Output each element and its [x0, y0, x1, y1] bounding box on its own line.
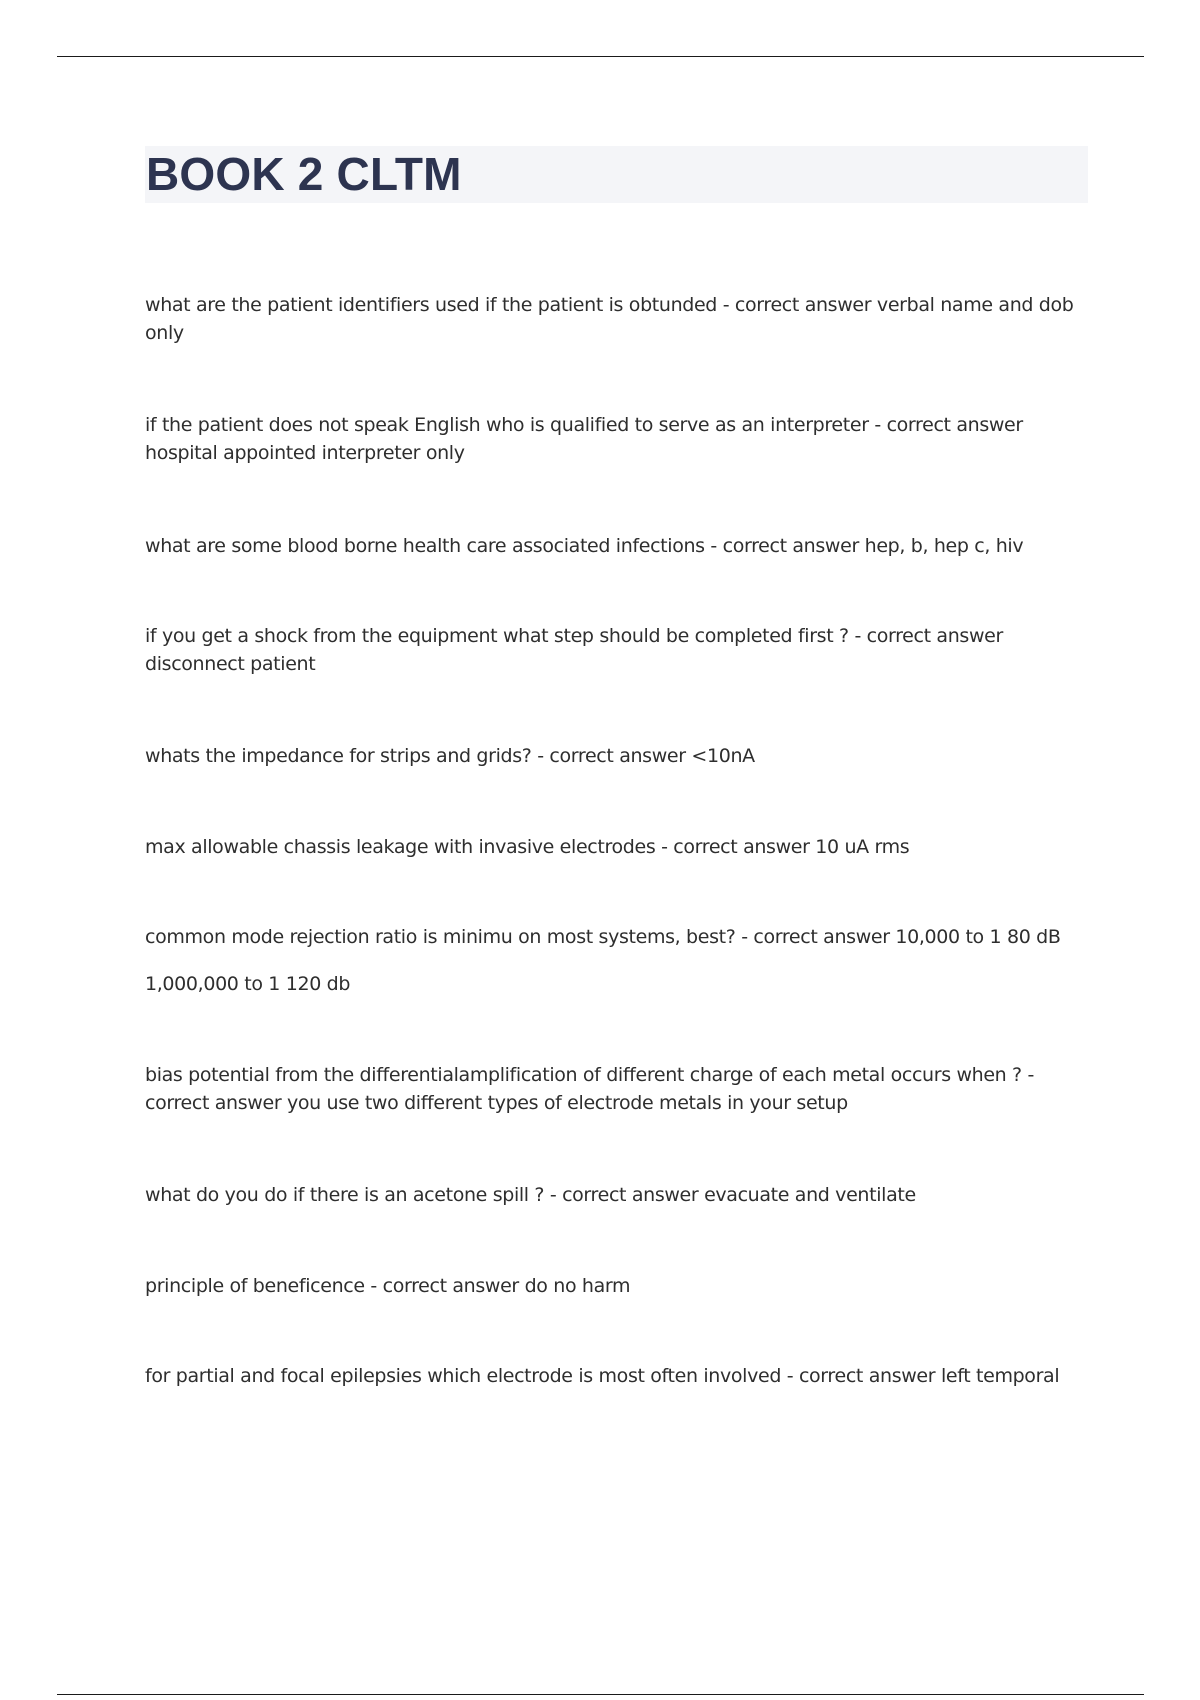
separator: -: [544, 1184, 563, 1206]
answer-label: correct answer: [866, 625, 1003, 647]
answer-text: evacuate and ventilate: [704, 1184, 916, 1206]
separator: -: [531, 745, 550, 767]
question-text: whats the impedance for strips and grids?: [145, 745, 532, 767]
answer-continuation: 1,000,000 to 1 120 db: [145, 973, 351, 995]
qa-item: [145, 1272, 1095, 1300]
question-text: bias potential from the differentialamplification of different charge of each metal occurs when ?: [145, 1064, 1022, 1086]
question-text: if you get a shock from the equipment what step should be completed first ?: [145, 625, 849, 647]
separator: -: [781, 1365, 799, 1387]
answer-label: correct answer: [886, 414, 1023, 436]
answer-label: correct answer: [673, 836, 810, 858]
qa-item: [145, 923, 1095, 951]
answer-text: 10,000 to 1 80 dB: [895, 926, 1061, 948]
separator: -: [735, 926, 754, 948]
separator: -: [717, 294, 735, 316]
separator: -: [655, 836, 674, 858]
separator: -: [704, 535, 723, 557]
answer-text: hospital appointed interpreter only: [145, 442, 465, 464]
answer-text: left temporal: [940, 1365, 1060, 1387]
answer-text: <10nA: [691, 745, 755, 767]
question-text: if the patient does not speak English who is qualified to serve as an interpreter: [145, 414, 869, 436]
qa-item: [145, 742, 1095, 770]
answer-text: hep, b, hep c, hiv: [864, 535, 1024, 557]
question-text: for partial and focal epilepsies which electrode is most often involved: [145, 1365, 782, 1387]
footer-rule: [57, 1694, 1144, 1695]
header-rule: [57, 56, 1144, 57]
answer-text: 10 uA rms: [815, 836, 910, 858]
answer-label: correct answer: [145, 1092, 282, 1114]
answer-label: correct answer: [382, 1275, 519, 1297]
qa-item: [145, 411, 1095, 467]
answer-label: correct answer: [734, 294, 872, 316]
answer-label: correct answer: [753, 926, 890, 948]
answer-text: verbal name and dob only: [145, 294, 1074, 344]
qa-item: [145, 291, 1095, 347]
answer-label: correct answer: [722, 535, 859, 557]
document-title: BOOK 2 CLTM: [146, 148, 462, 200]
question-text: what do you do if there is an acetone spill ?: [145, 1184, 545, 1206]
qa-item: [145, 1362, 1095, 1390]
qa-item: [145, 1061, 1095, 1117]
qa-item: [145, 833, 1095, 861]
answer-label: correct answer: [798, 1365, 936, 1387]
separator: -: [364, 1275, 383, 1297]
separator: -: [848, 625, 867, 647]
answer-text: you use two different types of electrode metals in your setup: [287, 1092, 848, 1114]
qa-item: [145, 1181, 1095, 1209]
answer-label: correct answer: [562, 1184, 699, 1206]
question-text: common mode rejection ratio is minimu on most systems, best?: [145, 926, 736, 948]
question-text: what are some blood borne health care associated infections: [145, 535, 705, 557]
answer-text: disconnect patient: [145, 653, 316, 675]
qa-item: [145, 622, 1095, 678]
question-text: what are the patient identifiers used if the patient is obtunded: [145, 294, 718, 316]
question-text: max allowable chassis leakage with invasive electrodes: [145, 836, 656, 858]
question-text: principle of beneficence: [145, 1275, 365, 1297]
answer-label: correct answer: [549, 745, 686, 767]
separator: -: [1021, 1064, 1034, 1086]
separator: -: [868, 414, 887, 436]
qa-item: [145, 532, 1095, 560]
answer-text: do no harm: [524, 1275, 631, 1297]
